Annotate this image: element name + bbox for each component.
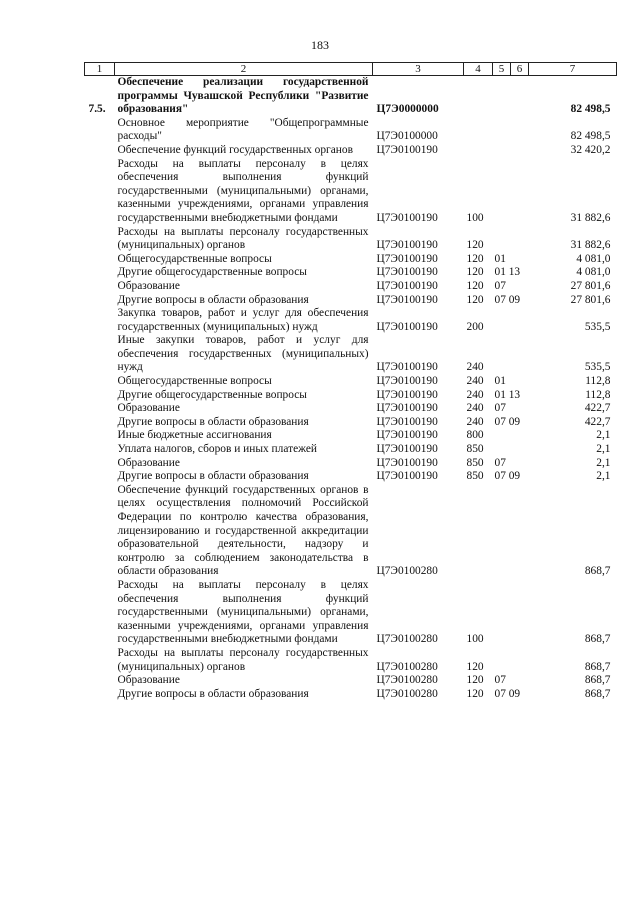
row-expense-type: 850	[466, 470, 484, 483]
table-row	[85, 334, 617, 375]
row-target-code: Ц7Э0100190	[376, 143, 438, 156]
row-section: 07 09	[494, 293, 521, 306]
row-expense-type: 850	[466, 456, 484, 469]
row-expense-type: 240	[466, 361, 484, 374]
table-row	[85, 294, 617, 308]
row-name: Общегосударственные вопросы	[117, 375, 272, 388]
row-amount: 422,7	[584, 402, 611, 415]
row-amount: 32 420,2	[570, 143, 611, 156]
row-amount: 535,5	[584, 361, 611, 374]
row-target-code: Ц7Э0100190	[376, 429, 438, 442]
row-name: Обеспечение функций государственных органов в целях осуществления полномочий Российской Федерации по контролю качества образования, лицензированию и государственной аккредитации образовательной деятельности, надзору и контролю за соблюдением законодательства в области образования	[117, 483, 369, 578]
row-amount: 2,1	[596, 429, 611, 442]
row-name: Расходы на выплаты персоналу государственных (муниципальных) органов	[117, 225, 369, 252]
table-row	[85, 688, 617, 702]
row-expense-type: 120	[466, 293, 484, 306]
header-col-6: 6	[511, 63, 529, 76]
row-section	[493, 158, 529, 226]
table-body	[85, 76, 617, 702]
header-row	[85, 63, 617, 76]
row-expense-type: 120	[466, 687, 484, 700]
row-amount: 82 498,5	[570, 103, 611, 116]
table-row	[85, 253, 617, 267]
row-number	[85, 457, 115, 471]
row-amount: 868,7	[584, 674, 611, 687]
table-row	[85, 117, 617, 144]
row-section: 07 09	[494, 687, 521, 700]
row-number	[85, 294, 115, 308]
row-number	[85, 688, 115, 702]
row-name: Другие общегосударственные вопросы	[117, 266, 307, 279]
row-name: Образование	[117, 279, 180, 292]
row-target-code: Ц7Э0100190	[376, 375, 438, 388]
table-row	[85, 226, 617, 253]
row-amount: 4 081,0	[576, 252, 611, 265]
row-target-code: Ц7Э0100190	[376, 239, 438, 252]
row-expense-type: 850	[466, 443, 484, 456]
row-section: 07 09	[494, 470, 521, 483]
row-amount: 31 882,6	[570, 239, 611, 252]
row-section: 01	[494, 252, 506, 265]
row-expense-type	[464, 484, 493, 579]
row-name: Другие вопросы в области образования	[117, 687, 309, 700]
row-name: Обеспечение функций государственных органов	[117, 143, 353, 156]
row-section	[493, 647, 529, 674]
row-section	[493, 429, 529, 443]
row-name: Образование	[117, 402, 180, 415]
row-target-code: Ц7Э0100280	[376, 633, 438, 646]
table-row	[85, 647, 617, 674]
table-row	[85, 429, 617, 443]
row-amount: 4 081,0	[576, 266, 611, 279]
row-section	[493, 307, 529, 334]
row-target-code: Ц7Э0100280	[376, 687, 438, 700]
table-row	[85, 389, 617, 403]
row-number	[85, 375, 115, 389]
row-expense-type: 240	[466, 415, 484, 428]
row-expense-type	[464, 76, 493, 117]
row-name: Основное мероприятие "Общепрограммные расходы"	[117, 116, 369, 143]
row-target-code: Ц7Э0100190	[376, 252, 438, 265]
row-target-code: Ц7Э0100190	[376, 266, 438, 279]
row-number	[85, 443, 115, 457]
table-row	[85, 443, 617, 457]
row-target-code: Ц7Э0100190	[376, 470, 438, 483]
row-number	[85, 647, 115, 674]
header-col-7: 7	[529, 63, 617, 76]
row-number	[85, 158, 115, 226]
row-amount: 31 882,6	[570, 211, 611, 224]
table-row	[85, 470, 617, 484]
row-amount: 422,7	[584, 415, 611, 428]
row-amount: 27 801,6	[570, 279, 611, 292]
row-number	[85, 226, 115, 253]
row-section	[493, 579, 529, 647]
table-row	[85, 266, 617, 280]
row-number	[85, 416, 115, 430]
row-target-code: Ц7Э0100280	[376, 660, 438, 673]
row-section: 07	[494, 456, 506, 469]
row-amount: 535,5	[584, 320, 611, 333]
row-expense-type: 800	[466, 429, 484, 442]
row-expense-type	[464, 117, 493, 144]
header-col-2: 2	[115, 63, 373, 76]
row-expense-type: 240	[466, 388, 484, 401]
row-expense-type: 240	[466, 375, 484, 388]
row-target-code: Ц7Э0100190	[376, 211, 438, 224]
table-row	[85, 579, 617, 647]
row-number	[85, 470, 115, 484]
row-name: Закупка товаров, работ и услуг для обеспечения государственных (муниципальных) нужд	[117, 307, 369, 333]
row-section: 01	[494, 375, 506, 388]
row-expense-type: 120	[466, 674, 484, 687]
row-expense-type: 120	[466, 266, 484, 279]
row-section: 07	[494, 402, 506, 415]
table-row	[85, 416, 617, 430]
table-header	[85, 63, 617, 76]
row-number	[85, 402, 115, 416]
row-expense-type: 120	[466, 239, 484, 252]
row-target-code: Ц7Э0100280	[376, 565, 438, 578]
row-amount: 27 801,6	[570, 293, 611, 306]
row-number	[85, 674, 115, 688]
row-name: Другие вопросы в области образования	[117, 415, 309, 428]
row-number	[85, 117, 115, 144]
table-row	[85, 280, 617, 294]
row-section	[493, 334, 529, 375]
row-expense-type	[464, 144, 493, 158]
row-number	[85, 280, 115, 294]
row-amount: 2,1	[596, 443, 611, 456]
row-number	[85, 484, 115, 579]
row-section	[493, 443, 529, 457]
table-row	[85, 144, 617, 158]
row-target-code: Ц7Э0100190	[376, 279, 438, 292]
row-number	[85, 307, 115, 334]
row-amount: 112,8	[585, 375, 611, 388]
row-target-code: Ц7Э0100000	[376, 130, 438, 143]
row-number	[85, 253, 115, 267]
row-number: 7.5.	[88, 103, 106, 116]
table-row	[85, 375, 617, 389]
header-col-3: 3	[373, 63, 464, 76]
table-row	[85, 76, 617, 117]
row-expense-type: 120	[466, 279, 484, 292]
row-target-code: Ц7Э0100190	[376, 388, 438, 401]
table-row	[85, 307, 617, 334]
row-amount: 868,7	[584, 687, 611, 700]
row-section: 07 09	[494, 415, 521, 428]
row-section	[493, 117, 529, 144]
row-number	[85, 429, 115, 443]
row-section	[493, 144, 529, 158]
table-row	[85, 402, 617, 416]
row-expense-type: 240	[466, 402, 484, 415]
table-row	[85, 484, 617, 579]
row-number	[85, 334, 115, 375]
row-name: Иные закупки товаров, работ и услуг для обеспечения государственных (муниципальных) нужд	[117, 334, 369, 374]
page-number: 183	[311, 38, 329, 52]
row-section: 07	[494, 279, 506, 292]
row-number	[85, 266, 115, 280]
row-name: Общегосударственные вопросы	[117, 252, 272, 265]
header-col-1: 1	[85, 63, 115, 76]
row-name: Расходы на выплаты персоналу государственных (муниципальных) органов	[117, 646, 369, 673]
row-target-code: Ц7Э0100190	[376, 361, 438, 374]
table-row	[85, 674, 617, 688]
row-target-code: Ц7Э0100280	[376, 674, 438, 687]
header-col-4: 4	[464, 63, 493, 76]
row-number	[85, 389, 115, 403]
row-expense-type: 100	[466, 211, 484, 224]
row-target-code: Ц7Э0100190	[376, 320, 438, 333]
header-col-5: 5	[493, 63, 511, 76]
row-name: Уплата налогов, сборов и иных платежей	[117, 443, 317, 456]
row-target-code: Ц7Э0100190	[376, 456, 438, 469]
row-target-code: Ц7Э0100190	[376, 402, 438, 415]
row-section	[493, 76, 529, 117]
row-name: Образование	[117, 456, 180, 469]
row-amount: 2,1	[596, 456, 611, 469]
row-name: Образование	[117, 674, 180, 687]
row-section	[493, 484, 529, 579]
row-name: Расходы на выплаты персоналу в целях обеспечения выполнения функций государственными (муниципальными) органами, казенными учреждениями, органами управления государственными внебюджетными фондами	[117, 157, 369, 224]
row-target-code: Ц7Э0100190	[376, 415, 438, 428]
row-expense-type: 120	[466, 660, 484, 673]
row-name: Расходы на выплаты персоналу в целях обеспечения выполнения функций государственными (муниципальными) органами, казенными учреждениями, органами управления государственными внебюджетными фондами	[117, 578, 369, 646]
row-amount: 868,7	[584, 660, 611, 673]
row-amount: 2,1	[596, 470, 611, 483]
row-amount: 868,7	[584, 633, 611, 646]
row-target-code: Ц7Э0100190	[376, 293, 438, 306]
row-section: 01 13	[494, 266, 521, 279]
row-expense-type: 120	[466, 252, 484, 265]
budget-table	[84, 62, 617, 701]
row-name: Иные бюджетные ассигнования	[117, 429, 272, 442]
row-name: Обеспечение реализации государственной программы Чувашской Республики "Развитие образования"	[117, 76, 369, 116]
row-amount: 82 498,5	[570, 130, 611, 143]
row-name: Другие общегосударственные вопросы	[117, 388, 307, 401]
row-section	[493, 226, 529, 253]
table-row	[85, 457, 617, 471]
row-amount: 112,8	[585, 388, 611, 401]
row-number	[85, 144, 115, 158]
row-target-code: Ц7Э0000000	[376, 103, 439, 116]
row-section: 07	[494, 674, 506, 687]
row-expense-type: 100	[466, 633, 484, 646]
row-amount: 868,7	[584, 565, 611, 578]
row-target-code: Ц7Э0100190	[376, 443, 438, 456]
row-number	[85, 579, 115, 647]
row-expense-type: 200	[466, 320, 484, 333]
row-name: Другие вопросы в области образования	[117, 470, 309, 483]
row-section: 01 13	[494, 388, 521, 401]
table-row	[85, 158, 617, 226]
row-name: Другие вопросы в области образования	[117, 293, 309, 306]
